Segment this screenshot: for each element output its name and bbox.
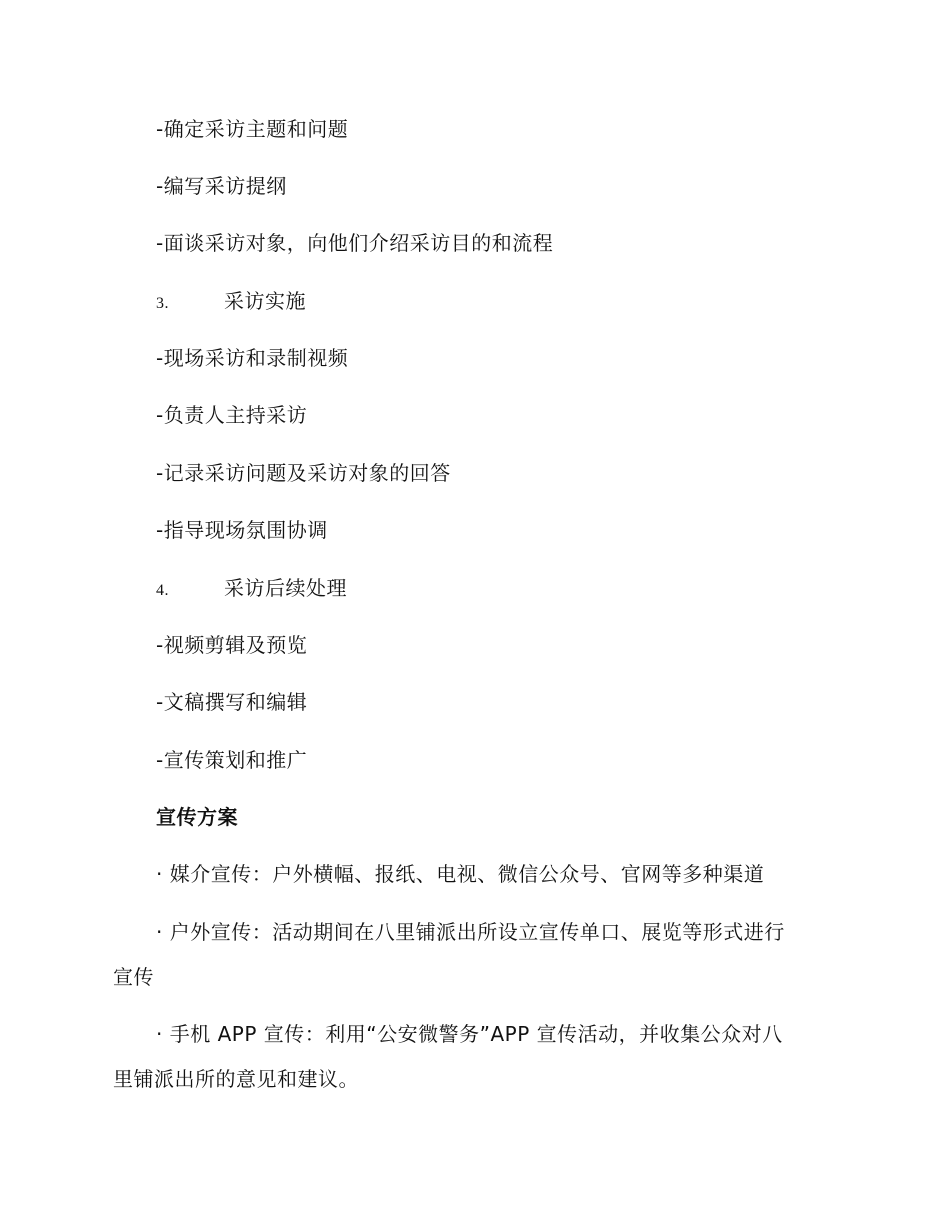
section-number: 4. bbox=[156, 582, 169, 599]
step-item: -负责人主持采访 bbox=[156, 403, 308, 427]
section-heading-4 bbox=[156, 576, 347, 603]
step-item: -记录采访问题及采访对象的回答 bbox=[156, 461, 451, 485]
section-title: 采访后续处理 bbox=[224, 576, 347, 600]
step-item: -视频剪辑及预览 bbox=[156, 633, 308, 657]
bullet-continuation: 宣传 bbox=[113, 965, 154, 989]
section-number: 3. bbox=[156, 295, 169, 312]
bullet-item: · 手机 APP 宣传：利用“公安微警务”APP 宣传活动，并收集公众对八 bbox=[156, 1022, 783, 1046]
bullet-continuation: 里铺派出所的意见和建议。 bbox=[113, 1067, 359, 1091]
step-item: -宣传策划和推广 bbox=[156, 748, 308, 772]
publicity-heading: 宣传方案 bbox=[156, 805, 238, 829]
step-item: -现场采访和录制视频 bbox=[156, 346, 349, 370]
step-item: -文稿撰写和编辑 bbox=[156, 690, 308, 714]
bullet-item: · 户外宣传：活动期间在八里铺派出所设立宣传单口、展览等形式进行 bbox=[156, 920, 785, 944]
step-item: -确定采访主题和问题 bbox=[156, 117, 349, 141]
bullet-item: · 媒介宣传：户外横幅、报纸、电视、微信公众号、官网等多种渠道 bbox=[156, 862, 765, 886]
step-item: -编写采访提纲 bbox=[156, 174, 287, 198]
step-item: -指导现场氛围协调 bbox=[156, 518, 328, 542]
section-heading-3 bbox=[156, 289, 306, 316]
step-item: -面谈采访对象，向他们介绍采访目的和流程 bbox=[156, 231, 554, 255]
section-title: 采访实施 bbox=[224, 289, 306, 313]
